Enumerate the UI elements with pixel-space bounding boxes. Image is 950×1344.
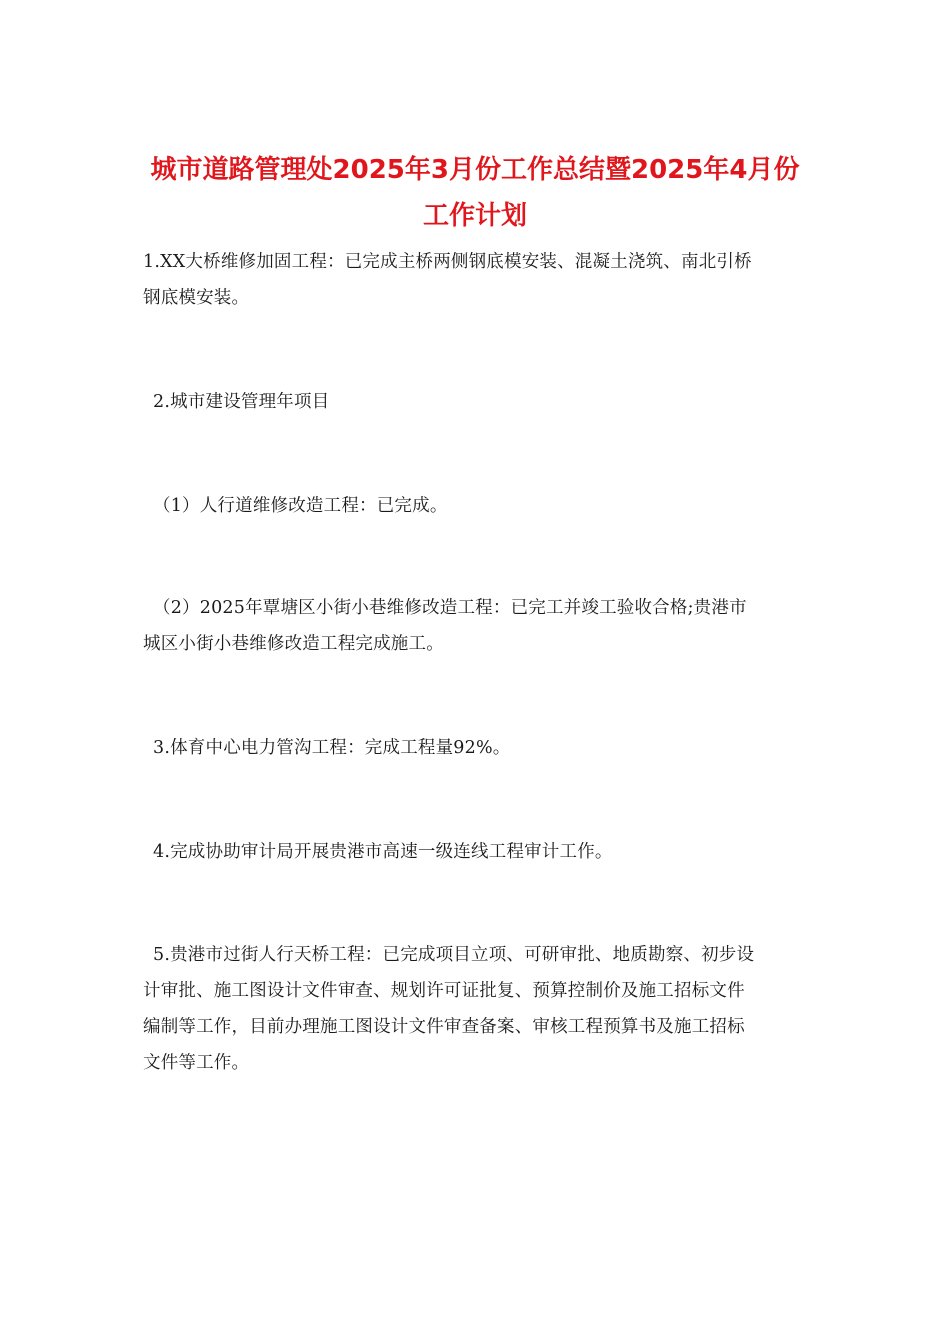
document-title-line-2: 工作计划 — [422, 201, 527, 231]
paragraph-4 — [143, 590, 821, 662]
paragraph-7 — [143, 937, 821, 1081]
paragraph-line: 4.完成协助审计局开展贵港市高速一级连线工程审计工作。 — [153, 842, 613, 862]
paragraph-line: （1）人行道维修改造工程：已完成。 — [153, 496, 448, 516]
paragraph-line: 计审批、施工图设计文件审查、规划许可证批复、预算控制价及施工招标文件 — [143, 981, 745, 1001]
paragraph-line: 文件等工作。 — [143, 1053, 250, 1073]
paragraph-line: 3.体育中心电力管沟工程：完成工程量92%。 — [153, 738, 511, 758]
paragraph-line: （2）2025年覃塘区小街小巷维修改造工程：已完工并竣工验收合格;贵港市 — [153, 598, 747, 618]
paragraph-line: 1.XX大桥维修加固工程：已完成主桥两侧钢底模安装、混凝土浇筑、南北引桥 — [143, 252, 752, 272]
paragraph-line: 5.贵港市过街人行天桥工程：已完成项目立项、可研审批、地质勘察、初步设 — [153, 945, 755, 965]
paragraph-5 — [143, 730, 821, 766]
paragraph-6 — [143, 834, 821, 870]
paragraph-3 — [143, 488, 821, 524]
paragraph-line: 城区小街小巷维修改造工程完成施工。 — [143, 634, 444, 654]
paragraph-line: 钢底模安装。 — [143, 288, 250, 308]
paragraph-line: 2.城市建设管理年项目 — [153, 392, 330, 412]
document-title-line-1: 城市道路管理处2025年3月份工作总结暨2025年4月份 — [150, 155, 800, 185]
paragraph-1 — [143, 244, 811, 316]
paragraph-2 — [143, 384, 821, 420]
paragraph-line: 编制等工作，目前办理施工图设计文件审查备案、审核工程预算书及施工招标 — [143, 1017, 745, 1037]
